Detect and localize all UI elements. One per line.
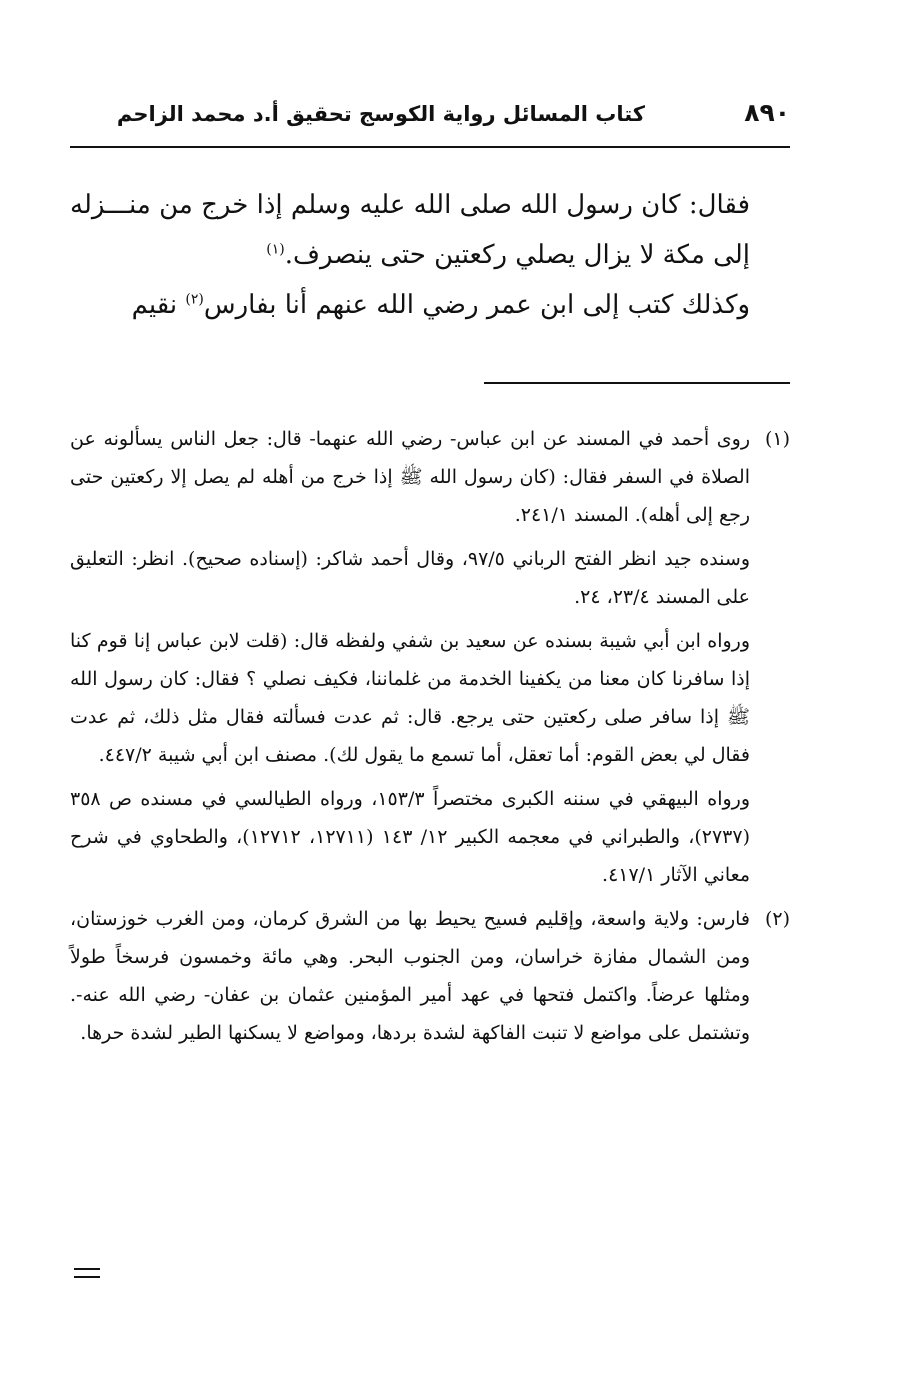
main-paragraph-2	[70, 280, 750, 330]
footnote-separator	[484, 382, 790, 384]
continuation-mark	[74, 1268, 100, 1282]
footnote-2	[70, 900, 790, 1052]
main-paragraph-1	[70, 180, 750, 280]
running-title: كتاب المسائل رواية الكوسج تحقيق أ.د محمد الزاحم	[116, 102, 645, 126]
footnote-2-text: فارس: ولاية واسعة، وإقليم فسيح يحيط بها من الشرق كرمان، ومن الغرب خوزستان، ومن الشمال مفازة خراسان، ومن الجنوب البحر. وهي مائة وخمسون فرسخاً طولاً ومثلها عرضاً. واكتمل فتحها في عهد أمير المؤمنين عثمان بن عفان- رضي الله عنه-. وتشتمل على مواضع لا تنبت الفاكهة لشدة بردها، ومواضع لا يسكنها الطير لشدة حرها.	[70, 908, 750, 1044]
main-paragraph-2-end: نقيم	[131, 290, 186, 320]
footnote-ref-1: (١)	[266, 241, 285, 258]
main-paragraph-2-start: وكذلك كتب إلى ابن عمر رضي الله عنهم أنا بفارس	[203, 290, 750, 320]
footnote-ref-2: (٢)	[185, 291, 204, 308]
footnote-1-para-1: روى أحمد في المسند عن ابن عباس- رضي الله عنهما- قال: جعل الناس يسألونه عن الصلاة في السفر فقال: (كان رسول الله ﷺ إذا خرج من أهله لم يصل إلا ركعتين حتى رجع إلى أهله). المسند ٢٤١/١.	[70, 428, 750, 526]
page-number: ٨٩٠	[744, 98, 790, 127]
footnote-1-number: (١)	[764, 428, 790, 450]
main-paragraph-1-text: فقال: كان رسول الله صلى الله عليه وسلم إذا خرج من منـــزله إلى مكة لا يزال يصلي ركعتين حتى ينصرف.	[70, 190, 750, 270]
main-text	[70, 180, 750, 330]
continuation-mark-line-2	[74, 1276, 100, 1278]
continuation-mark-line-1	[74, 1268, 100, 1270]
footnotes	[70, 420, 790, 1058]
header-rule	[70, 146, 790, 148]
footnote-2-number: (٢)	[764, 908, 790, 930]
footnote-1-para-4: ورواه البيهقي في سننه الكبرى مختصراً ١٥٣/٣، ورواه الطيالسي في مسنده ص ٣٥٨ (٢٧٣٧)، والطبراني في معجمه الكبير ١٢/ ١٤٣ (١٢٧١١، ١٢٧١٢)، والطحاوي في شرح معاني الآثار ٤١٧/١.	[70, 788, 750, 886]
footnote-1-para-3: ورواه ابن أبي شيبة بسنده عن سعيد بن شفي ولفظه قال: (قلت لابن عباس إنا قوم كنا إذا سافرنا كان معنا من يكفينا الخدمة من غلماننا، فكيف نصلي ؟ فقال: كان رسول الله ﷺ إذا سافر صلى ركعتين حتى يرجع. قال: ثم عدت فسألته فقال مثل ذلك، ثم عدت فقال لي بعض القوم: أما تعقل، أما تسمع ما يقول لك). مصنف ابن أبي شيبة ٤٤٧/٢.	[70, 630, 750, 766]
page-header	[70, 98, 790, 142]
footnote-1	[70, 420, 790, 894]
footnote-1-para-2: وسنده جيد انظر الفتح الرباني ٩٧/٥، وقال أحمد شاكر: (إسناده صحيح). انظر: التعليق على المسند ٢٣/٤، ٢٤.	[70, 548, 750, 608]
